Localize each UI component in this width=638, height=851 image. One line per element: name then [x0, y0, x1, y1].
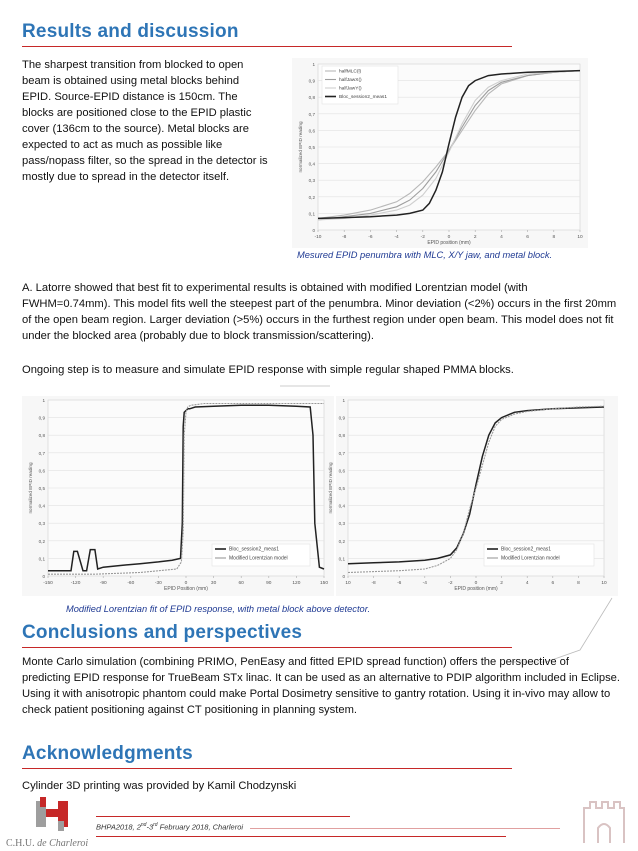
y-tick-label: 0,8: [38, 433, 45, 439]
conference-text-pre: BHPA2018, 2: [96, 822, 141, 832]
y-tick-label: 0,1: [338, 556, 345, 562]
x-tick-label: 8: [552, 235, 556, 240]
y-tick-label: 0,2: [338, 538, 345, 544]
x-tick-label: 10: [577, 235, 583, 240]
footer-rule-long: [250, 828, 560, 829]
x-tick-label: -4: [394, 235, 399, 240]
x-tick-label: -2: [448, 581, 453, 586]
ongoing-paragraph: Ongoing step is to measure and simulate EPID response with simple regular shaped PMMA blocks.: [22, 364, 514, 376]
y-axis-label: normalized EPID reading: [28, 462, 33, 514]
x-tick-label: -10: [314, 235, 322, 240]
legend-label: Bloc_session2_meas1: [339, 95, 387, 101]
legend-label: halfJawY(): [339, 86, 362, 92]
conference-sup-rd: rd: [153, 822, 158, 828]
y-axis-label: normalized EPID reading: [328, 462, 333, 514]
x-axis-label: EPID Position (mm): [164, 586, 208, 592]
x-tick-label: 2: [500, 581, 503, 586]
legend-label: Modified Lorentzian model: [229, 555, 288, 562]
y-tick-label: 0,1: [38, 556, 45, 562]
legend-label: Bloc_session2_meas1: [229, 546, 280, 553]
acknowledgments-heading: Acknowledgments: [22, 743, 193, 764]
x-tick-label: -6: [397, 581, 402, 586]
x-axis-label: EPID position (mm): [427, 240, 471, 246]
x-tick-label: 0: [184, 581, 188, 586]
y-tick-label: 0,9: [38, 415, 45, 421]
x-tick-label: -60: [127, 581, 135, 586]
y-tick-label: 0,5: [308, 145, 315, 150]
x-tick-label: -4: [422, 581, 427, 586]
results-heading: Results and discussion: [22, 21, 239, 42]
x-tick-label: -30: [154, 581, 162, 586]
x-tick-label: 6: [551, 581, 555, 586]
x-tick-label: -90: [99, 581, 107, 586]
figure1-caption: Mesured EPID penumbra with MLC, X/Y jaw, and metal block.: [297, 250, 553, 260]
y-tick-label: 0,6: [38, 468, 45, 474]
y-tick-label: 0,4: [338, 503, 345, 509]
x-tick-label: 30: [210, 581, 217, 586]
x-tick-label: 90: [266, 581, 272, 586]
conference-text-post: February 2018, Charleroi: [157, 822, 244, 832]
x-tick-label: 2: [473, 235, 477, 240]
y-tick-label: 1: [312, 62, 315, 67]
conference-footer: [96, 822, 243, 832]
y-tick-label: 0,9: [338, 415, 345, 421]
acknowledgments-paragraph: Cylinder 3D printing was provided by Kamil Chodzynski: [22, 780, 297, 792]
penumbra-chart: [292, 58, 588, 248]
x-tick-label: -6: [368, 235, 373, 240]
x-tick-label: 6: [526, 235, 529, 240]
x-tick-label: 4: [525, 581, 529, 586]
x-tick-label: 10: [345, 581, 351, 586]
x-tick-label: -8: [371, 581, 376, 586]
legend-label: Modified Lorentzian model: [501, 555, 560, 562]
legend-label: halfMLC(l): [339, 69, 362, 75]
conclusions-heading-rule: [22, 647, 512, 648]
legend-label: halfJawX(): [339, 78, 362, 84]
x-tick-label: -8: [342, 235, 347, 240]
y-tick-label: 0: [42, 574, 45, 579]
figure2-caption: Modified Lorentzian fit of EPID response, with metal block above detector.: [66, 604, 371, 614]
x-tick-label: 120: [292, 581, 301, 586]
organization-name: [6, 833, 88, 851]
y-tick-label: 0,5: [38, 486, 45, 491]
x-tick-label: 60: [238, 581, 244, 586]
x-tick-label: 4: [500, 235, 503, 240]
results-heading-rule: [22, 46, 512, 47]
y-tick-label: 0,2: [38, 538, 45, 544]
x-tick-label: 150: [319, 581, 329, 586]
chu-logo: [32, 797, 72, 831]
y-tick-label: 0: [312, 228, 315, 233]
y-tick-label: 0,3: [308, 178, 315, 184]
y-tick-label: 0,2: [308, 194, 315, 200]
x-tick-label: -120: [70, 581, 81, 586]
y-tick-label: 0: [342, 574, 345, 579]
results-intro-paragraph: The sharpest transition from blocked to open beam is obtained using metal blocks behind EPID. Source-EPID distance is 150cm. The blocks are positioned close to the EPID plastic cover (136cm to the source). Metal blocks are expected to act as much as possible like pass/nopass filter, so the spread in the detector is mostly due to spread in the detector itself.: [22, 59, 268, 183]
y-tick-label: 0,5: [338, 486, 345, 491]
x-tick-label: 0: [447, 235, 451, 240]
conference-sup-nd: nd: [140, 822, 147, 828]
footer-rule-bottom: [96, 836, 506, 837]
y-tick-label: 0,7: [38, 450, 45, 456]
legend-label: Bloc_session2_meas1: [501, 546, 552, 553]
y-tick-label: 0,4: [38, 503, 45, 509]
y-tick-label: 0,8: [338, 433, 345, 439]
y-tick-label: 1: [342, 398, 345, 403]
conference-text-mid: -3: [146, 822, 154, 832]
y-tick-label: 1: [42, 398, 45, 403]
y-tick-label: 0,6: [308, 128, 315, 134]
y-tick-label: 0,3: [38, 521, 45, 527]
conclusions-paragraph: Monte Carlo simulation (combining PRIMO, PenEasy and fitted EPID spread function) offers the perspective of predicting EPID response for TrueBeam STx linac. It can be used as an alternative to PDIP algorithm included in Eclipse. Using it with anisotropic phantom could make Portal Dosimetry sensitive to gantry rotation. Using it in-vivo may allow to check patient positioning against CT positioning in planning system.: [22, 656, 621, 716]
y-tick-label: 0,7: [308, 111, 315, 117]
y-axis-label: normalized EPID reading: [298, 121, 303, 173]
x-tick-label: 10: [601, 581, 607, 586]
x-tick-label: 0: [474, 581, 478, 586]
x-tick-label: -150: [43, 581, 53, 586]
y-tick-label: 0,8: [308, 95, 315, 101]
latorre-paragraph: A. Latorre showed that best fit to experimental results is obtained with modified Lorentzian model (with FWHM=0.74mm). This model fits well the steepest part of the penumbra. Minor deviation (<2%) occurs in the first 20mm of the open beam region. Larger deviation (>5%) occurs in the furthest region under open beam. This model does not fit under the blocked area (probably due to block transmission/scattering).: [22, 282, 617, 342]
y-tick-label: 0,6: [338, 468, 345, 474]
x-tick-label: -2: [420, 235, 425, 240]
conclusions-heading: Conclusions and perspectives: [22, 622, 303, 643]
y-tick-label: 0,3: [338, 521, 345, 527]
x-axis-label: EPID position (mm): [454, 586, 498, 592]
x-tick-label: 8: [577, 581, 580, 586]
y-tick-label: 0,1: [308, 211, 315, 217]
organization-main: C.H.U.: [6, 838, 35, 849]
y-tick-label: 0,4: [308, 161, 315, 167]
castle-watermark-icon: [574, 788, 634, 848]
organization-sub: de Charleroi: [34, 838, 89, 849]
acknowledgments-heading-rule: [22, 768, 512, 769]
y-tick-label: 0,7: [338, 450, 345, 456]
footer-rule-top: [96, 816, 350, 817]
y-tick-label: 0,9: [308, 78, 315, 84]
